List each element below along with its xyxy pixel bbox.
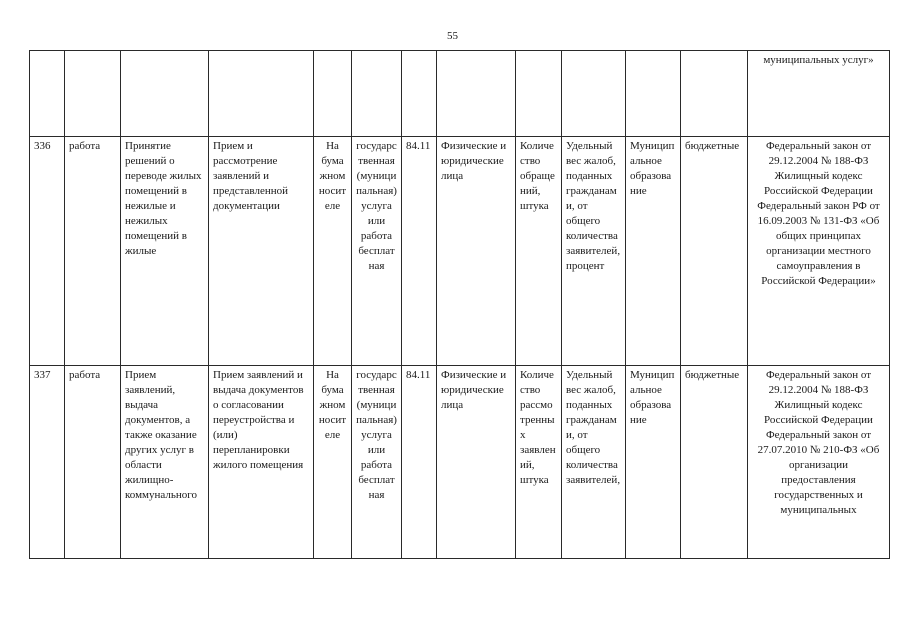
cell-form: На бумажном носителе (314, 137, 352, 366)
cell-category: государственная (муниципальная) услуга или работа бесплатная (352, 137, 402, 366)
cell-legal-basis: Федеральный закон от 29.12.2004 № 188-ФЗ Жилищный кодекс Российской Федерации Федеральный закон РФ от 16.09.2003 № 131-ФЗ «Об общих принципах организации местного самоуправления в Российской Федерации» (748, 137, 890, 366)
cell-legal-basis-text: Федеральный закон от 29.12.2004 № 188-ФЗ Жилищный кодекс Российской Федерации Федеральный закон от 27.07.2010 № 210-ФЗ «Об организации предоставления государственных и муниципальных (757, 369, 880, 516)
cell-name-text: Прием заявлений, выдача документов, а также оказание других услуг в области жилищно-коммунального (125, 369, 197, 501)
table-row (30, 137, 890, 366)
cell-financing: бюджетные (681, 137, 748, 366)
cell-content: Прием заявлений и выдача документов о согласовании переустройства и (или) перепланировки жилого помещения (209, 366, 314, 559)
table-row (30, 366, 890, 559)
cell-num: 337 (30, 366, 65, 559)
services-registry-table (29, 50, 890, 559)
cell-quality-indicator: Удельный вес жалоб, поданных гражданами, от общего количества заявителей, процент (562, 137, 626, 366)
cell-form: На бумажном носителе (314, 366, 352, 559)
cell-consumers: Физические и юридические лица (437, 137, 516, 366)
cell-quality-indicator (562, 366, 626, 559)
cell-empty (121, 51, 209, 137)
cell-type: работа (65, 366, 121, 559)
cell-empty (314, 51, 352, 137)
cell-empty (402, 51, 437, 137)
cell-empty (562, 51, 626, 137)
cell-type: работа (65, 137, 121, 366)
cell-level: Муниципальное образование (626, 366, 681, 559)
cell-content: Прием и рассмотрение заявлений и представленной документации (209, 137, 314, 366)
cell-legal-basis-tail: муниципальных услуг» (748, 51, 890, 137)
cell-category-text: государственная (муниципальная) услуга или работа бесплатная (356, 369, 397, 501)
cell-category (352, 366, 402, 559)
cell-empty (209, 51, 314, 137)
continuation-row (30, 51, 890, 137)
cell-consumers: Физические и юридические лица (437, 366, 516, 559)
cell-empty (681, 51, 748, 137)
cell-empty (437, 51, 516, 137)
cell-name (121, 366, 209, 559)
cell-name: Принятие решений о переводе жилых помещений в нежилые и нежилых помещений в жилые (121, 137, 209, 366)
cell-level: Муниципальное образование (626, 137, 681, 366)
cell-okved: 84.11 (402, 366, 437, 559)
cell-empty (516, 51, 562, 137)
cell-quality-indicator-text: Удельный вес жалоб, поданных гражданами, от общего количества заявителей, (566, 369, 621, 486)
cell-volume-indicator: Количество рассмотренных заявлений, штука (516, 366, 562, 559)
cell-legal-basis (748, 366, 890, 559)
cell-num: 336 (30, 137, 65, 366)
cell-volume-indicator: Количество обращений, штука (516, 137, 562, 366)
cell-financing: бюджетные (681, 366, 748, 559)
cell-empty (65, 51, 121, 137)
cell-empty (626, 51, 681, 137)
page-number: 55 (447, 30, 458, 42)
cell-empty (30, 51, 65, 137)
cell-empty (352, 51, 402, 137)
cell-okved: 84.11 (402, 137, 437, 366)
